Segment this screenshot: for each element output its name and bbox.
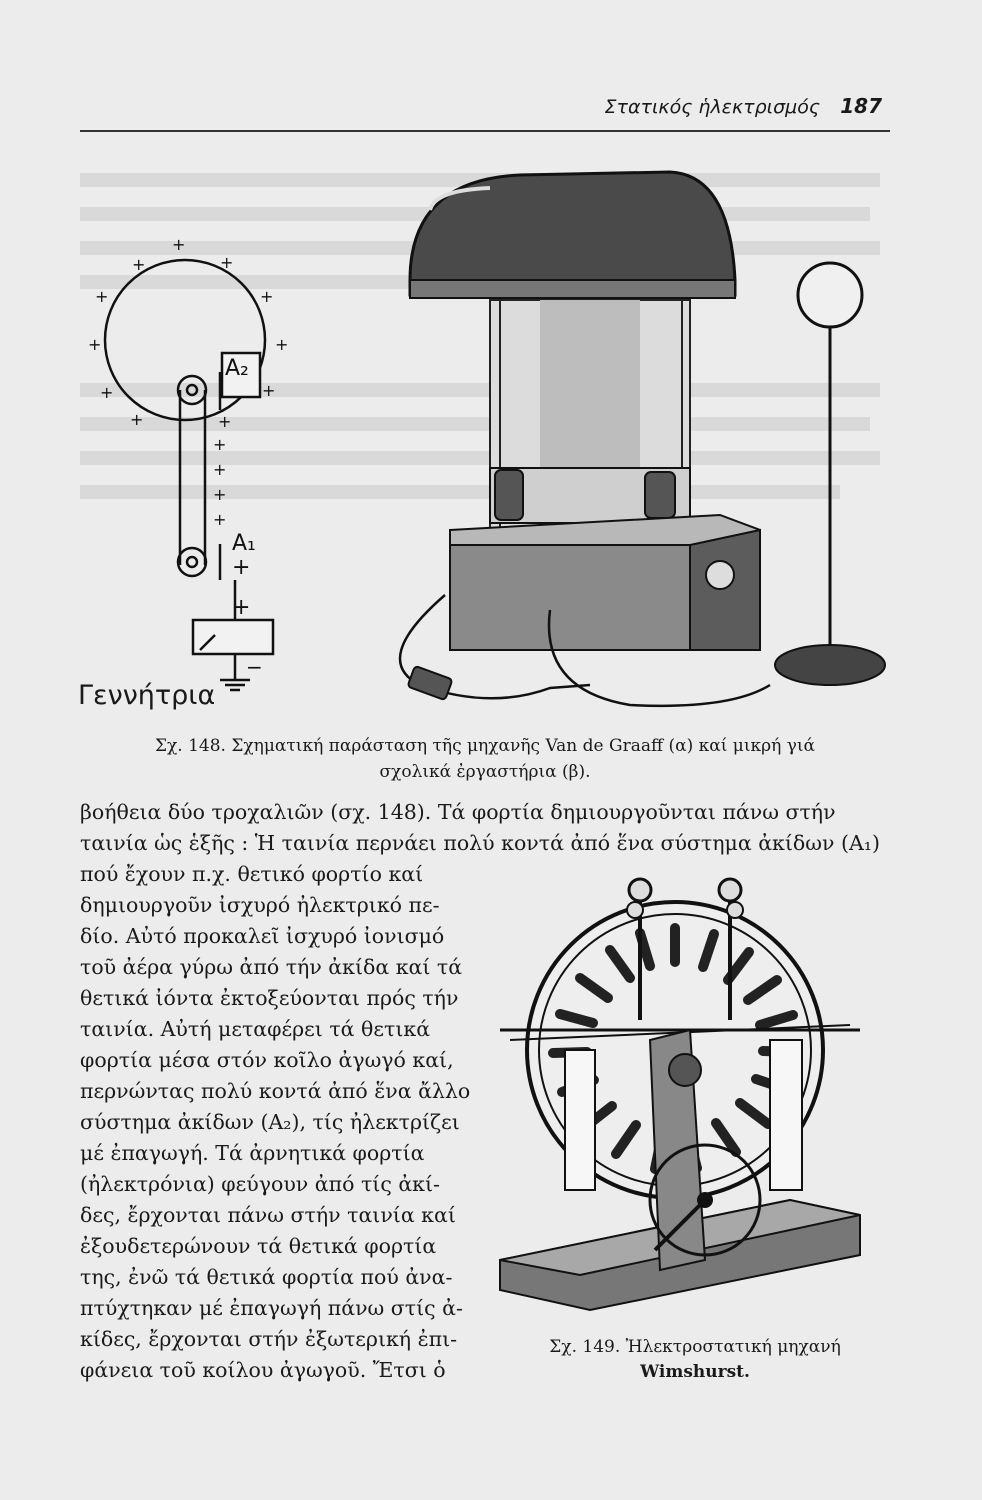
header-title: Στατικός ἡλεκτρισμός	[604, 96, 820, 118]
running-header	[80, 90, 890, 132]
svg-text:+: +	[218, 412, 232, 431]
svg-text:+: +	[220, 253, 234, 272]
label-minus-generator: −	[246, 655, 263, 679]
figure-149-wimshurst-illustration	[490, 870, 880, 1320]
figure-149-caption-line1: Σχ. 149. Ἠλεκτροστατική μηχανή	[549, 1337, 841, 1357]
body-left-line: μέ ἐπαγωγή. Τά ἀρνητικά φορτία	[80, 1141, 425, 1165]
svg-text:+: +	[213, 510, 227, 529]
figure-148-caption-line2: σχολικά ἐργαστήρια (β).	[379, 762, 591, 782]
figure-149-caption-line2: Wimshurst.	[640, 1362, 750, 1382]
body-left-line: θετικά ἰόντα ἐκτοξεύονται πρός τήν	[80, 986, 459, 1010]
body-left-line: σύστημα ἀκίδων (A₂), τίς ἠλεκτρίζει	[80, 1110, 460, 1134]
body-left-line: κίδες, ἔρχονται στήν ἐξωτερική ἐπι-	[80, 1327, 458, 1351]
svg-text:+: +	[275, 335, 289, 354]
body-left-line: δίο. Αὐτό προκαλεῖ ἰσχυρό ἰονισμό	[80, 924, 445, 948]
body-left-line: τοῦ ἀέρα γύρω ἀπό τήν ἀκίδα καί τά	[80, 955, 463, 979]
svg-text:+: +	[213, 485, 227, 504]
body-left-line: δημιουργοῦν ἰσχυρό ἠλεκτρικό πε-	[80, 893, 440, 917]
svg-text:+: +	[130, 410, 144, 429]
svg-text:+: +	[260, 287, 274, 306]
label-plus-generator: +	[232, 595, 251, 620]
svg-text:+: +	[213, 435, 227, 454]
svg-text:+: +	[88, 335, 102, 354]
svg-text:+: +	[213, 460, 227, 479]
svg-text:+: +	[95, 287, 109, 306]
body-left-line: πτύχτηκαν μέ ἐπαγωγή πάνω στίς ἀ-	[80, 1296, 463, 1320]
label-a2: A₂	[225, 356, 249, 381]
body-left-line: (ἠλεκτρόνια) φεύγουν ἀπό τίς ἀκί-	[80, 1172, 440, 1196]
figure-148-illustration	[70, 150, 900, 710]
van-de-graaff-schematic	[105, 260, 276, 690]
label-plus-a1: +	[232, 555, 251, 580]
body-left-line: ταινία. Αὐτή μεταφέρει τά θετικά	[80, 1017, 431, 1041]
svg-text:+: +	[262, 381, 276, 400]
body-left-line: δες, ἔρχονται πάνω στήν ταινία καί	[80, 1203, 456, 1227]
body-left-line: περνώντας πολύ κοντά ἀπό ἕνα ἄλλο	[80, 1079, 471, 1103]
body-line-2: ταινία ὡς ἑξῆς : Ἡ ταινία περνάει πολύ κοντά ἀπό ἕνα σύστημα ἀκίδων (A₁)	[80, 831, 880, 855]
body-left-line: φάνεια τοῦ κοίλου ἀγωγοῦ. Ἔτσι ὁ	[80, 1358, 446, 1382]
page-number: 187	[840, 94, 882, 118]
svg-text:+: +	[132, 255, 146, 274]
svg-text:+: +	[100, 383, 114, 402]
label-a1: A₁	[232, 531, 256, 556]
body-left-line: πού ἔχουν π.χ. θετικό φορτίο καί	[80, 862, 424, 886]
figure-148-caption	[80, 733, 890, 785]
body-line-1: βοήθεια δύο τροχαλιῶν (σχ. 148). Τά φορτία δημιουργοῦνται πάνω στήν	[80, 800, 836, 824]
body-left-line: φορτία μέσα στόν κοῖλο ἀγωγό καί,	[80, 1048, 454, 1072]
body-left-line: ἐξουδετερώνουν τά θετικά φορτία	[80, 1234, 437, 1258]
body-left-line: της, ἐνῶ τά θετικά φορτία πού ἀνα-	[80, 1265, 453, 1289]
figure-148-caption-line1: Σχ. 148. Σχηματική παράσταση τῆς μηχανῆς Van de Graaff (α) καί μικρή γιά	[154, 736, 816, 756]
figure-149-caption	[500, 1335, 890, 1385]
svg-text:+: +	[172, 235, 186, 254]
label-generator: Γεννήτρια	[78, 680, 216, 711]
van-de-graaff-machine	[400, 172, 885, 706]
